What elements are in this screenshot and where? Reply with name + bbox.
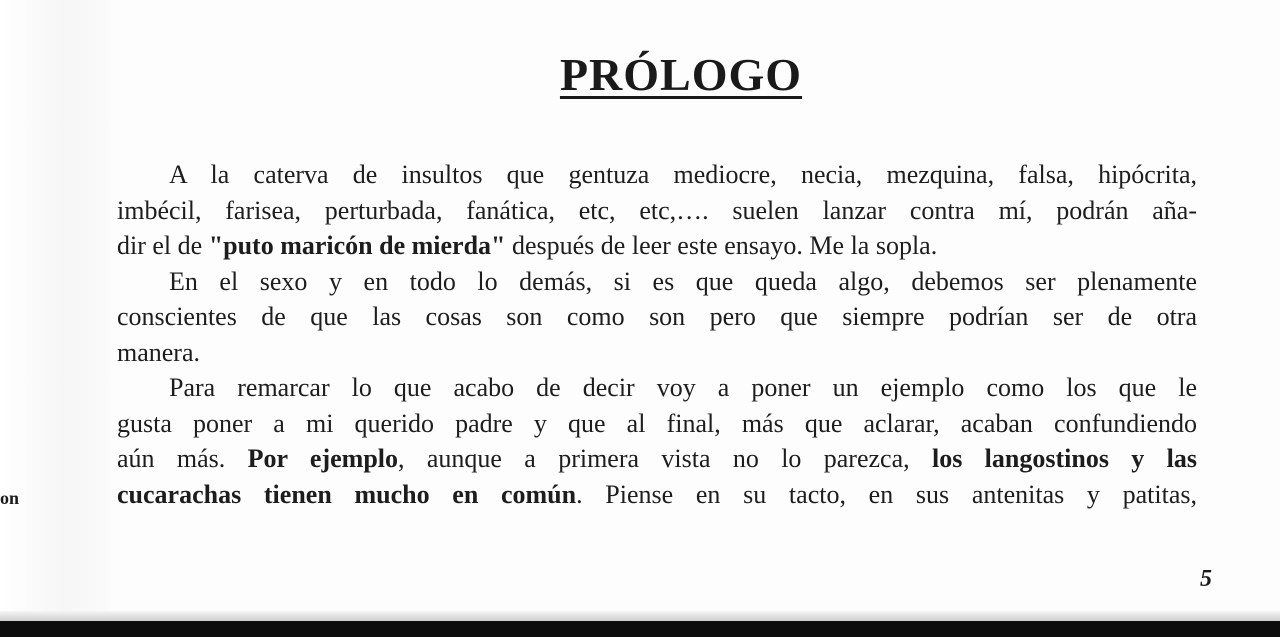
text-span: después de leer este ensayo. Me la sopla. (505, 231, 938, 260)
scan-bottom-edge (0, 621, 1280, 637)
text-line (117, 477, 1197, 513)
bold-phrase: cucarachas tienen mucho en común (117, 479, 577, 509)
text-line: A la caterva de insultos que gentuza mediocre, necia, mezquina, falsa, hipócrita, (169, 160, 1197, 189)
paragraph-2 (117, 264, 1197, 371)
text-line: gusta poner a mi querido padre y que al final, más que aclarar, acaban confundiendo (117, 408, 1197, 438)
bold-phrase: los langostinos y las (931, 444, 1197, 473)
margin-note: on (0, 488, 20, 508)
prologue-body (117, 157, 1197, 512)
bold-phrase: Por ejemplo (247, 444, 399, 473)
paragraph-1 (117, 157, 1197, 264)
text-line (117, 228, 1197, 264)
text-line: imbécil, farisea, perturbada, fanática, etc, etc,…. suelen lanzar contra mí, podrán aña- (117, 195, 1197, 225)
text-line (117, 441, 1197, 477)
text-line: manera. (117, 337, 201, 367)
text-line: Para remarcar lo que acabo de decir voy a poner un ejemplo como los que le (169, 373, 1197, 402)
page-number: 5 (1200, 566, 1212, 592)
chapter-title (0, 48, 1280, 101)
text-line: En el sexo y en todo lo demás, si es que queda algo, debemos ser plenamente (169, 266, 1197, 296)
text-span: . Piense en su tacto, en sus antenitas y patitas, (576, 479, 1197, 509)
chapter-title-text: PRÓLOGO (559, 49, 803, 100)
bold-phrase: "puto maricón de mierda" (208, 231, 506, 260)
text-span: , aunque a primera vista no lo parezca, (398, 444, 932, 473)
page-bottom-shadow (0, 611, 1280, 621)
text-span: dir el de (117, 231, 209, 260)
text-line: conscientes de que las cosas son como son pero que siempre podrían ser de otra (117, 302, 1197, 331)
text-span: aún más. (117, 444, 248, 473)
paragraph-3 (117, 370, 1197, 512)
